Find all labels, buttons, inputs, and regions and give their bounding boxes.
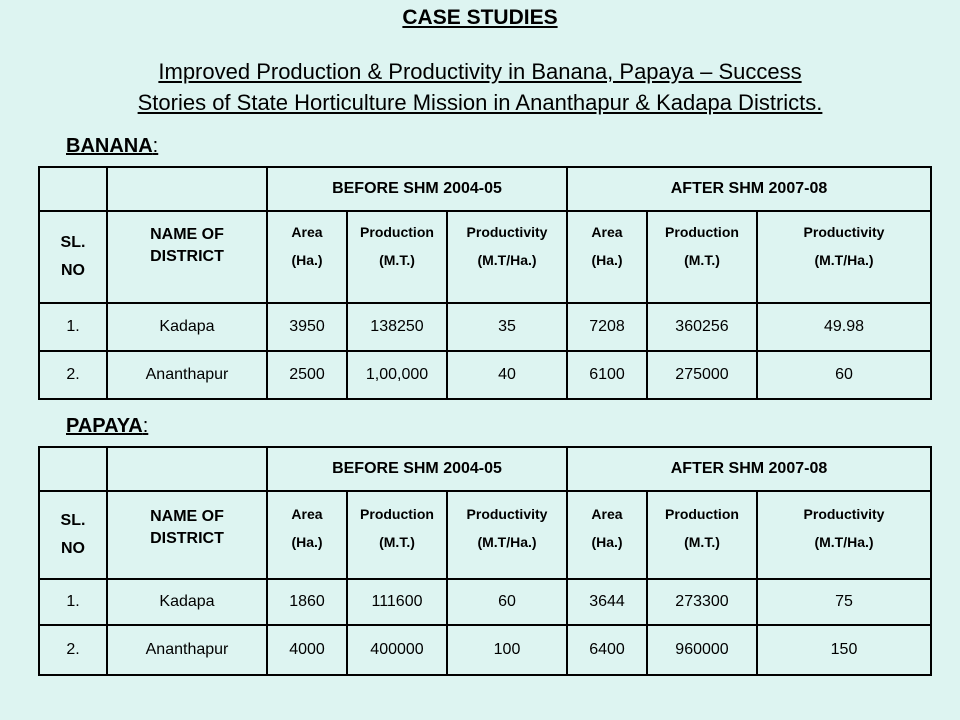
district-cell: Ananthapur xyxy=(107,625,267,675)
banana-production-after-header: Production (M.T.) xyxy=(647,211,757,303)
papaya-table xyxy=(38,446,932,676)
area-after-cell: 7208 xyxy=(567,303,647,351)
papaya-after-header: AFTER SHM 2007-08 xyxy=(567,447,931,491)
sl-cell: 2. xyxy=(39,625,107,675)
area-before-cell: 2500 xyxy=(267,351,347,399)
banana-area-before-header: Area (Ha.) xyxy=(267,211,347,303)
area-before-cell: 1860 xyxy=(267,579,347,625)
productivity-after-cell: 60 xyxy=(757,351,931,399)
area-after-cell: 6400 xyxy=(567,625,647,675)
banana-table xyxy=(38,166,932,400)
production-before-cell: 1,00,000 xyxy=(347,351,447,399)
productivity-before-cell: 35 xyxy=(447,303,567,351)
papaya-productivity-after-header: Productivity (M.T/Ha.) xyxy=(757,491,931,579)
papaya-label-text: PAPAYA xyxy=(66,415,143,437)
banana-blank-cell xyxy=(107,167,267,211)
productivity-before-cell: 60 xyxy=(447,579,567,625)
area-before-cell: 3950 xyxy=(267,303,347,351)
banana-district-header: NAME OF DISTRICT xyxy=(107,211,267,303)
sl-cell: 2. xyxy=(39,351,107,399)
subtitle-line-2: Stories of State Horticulture Mission in Ananthapur & Kadapa Districts. xyxy=(137,90,823,115)
table-row xyxy=(39,303,931,351)
papaya-sl-header: SL. NO xyxy=(39,491,107,579)
banana-section-label xyxy=(66,135,158,158)
productivity-after-cell: 49.98 xyxy=(757,303,931,351)
banana-productivity-after-header: Productivity (M.T/Ha.) xyxy=(757,211,931,303)
district-cell: Ananthapur xyxy=(107,351,267,399)
production-before-cell: 138250 xyxy=(347,303,447,351)
papaya-label-colon: : xyxy=(142,415,149,437)
papaya-section-label xyxy=(66,415,148,438)
productivity-before-cell: 40 xyxy=(447,351,567,399)
sl-cell: 1. xyxy=(39,303,107,351)
papaya-blank-cell xyxy=(39,447,107,491)
area-before-cell: 4000 xyxy=(267,625,347,675)
banana-productivity-before-header: Productivity (M.T/Ha.) xyxy=(447,211,567,303)
production-before-cell: 111600 xyxy=(347,579,447,625)
production-before-cell: 400000 xyxy=(347,625,447,675)
area-after-cell: 3644 xyxy=(567,579,647,625)
production-after-cell: 275000 xyxy=(647,351,757,399)
papaya-productivity-before-header: Productivity (M.T/Ha.) xyxy=(447,491,567,579)
page-title: CASE STUDIES xyxy=(402,6,558,29)
banana-group-header-row xyxy=(39,167,931,211)
banana-label-colon: : xyxy=(152,135,159,157)
subtitle-line-1: Improved Production & Productivity in Banana, Papaya – Success xyxy=(158,59,802,84)
table-row xyxy=(39,351,931,399)
banana-sl-header: SL. NO xyxy=(39,211,107,303)
papaya-group-header-row xyxy=(39,447,931,491)
papaya-blank-cell xyxy=(107,447,267,491)
sl-cell: 1. xyxy=(39,579,107,625)
banana-area-after-header: Area (Ha.) xyxy=(567,211,647,303)
papaya-production-before-header: Production (M.T.) xyxy=(347,491,447,579)
papaya-area-before-header: Area (Ha.) xyxy=(267,491,347,579)
area-after-cell: 6100 xyxy=(567,351,647,399)
page-subtitle xyxy=(40,56,920,118)
papaya-column-header-row xyxy=(39,491,931,579)
production-after-cell: 360256 xyxy=(647,303,757,351)
banana-label-text: BANANA xyxy=(66,135,153,157)
production-after-cell: 273300 xyxy=(647,579,757,625)
table-row xyxy=(39,625,931,675)
table-row xyxy=(39,579,931,625)
papaya-district-header: NAME OF DISTRICT xyxy=(107,491,267,579)
productivity-after-cell: 150 xyxy=(757,625,931,675)
district-cell: Kadapa xyxy=(107,579,267,625)
district-cell: Kadapa xyxy=(107,303,267,351)
productivity-before-cell: 100 xyxy=(447,625,567,675)
banana-blank-cell xyxy=(39,167,107,211)
papaya-before-header: BEFORE SHM 2004-05 xyxy=(267,447,567,491)
banana-after-header: AFTER SHM 2007-08 xyxy=(567,167,931,211)
productivity-after-cell: 75 xyxy=(757,579,931,625)
banana-before-header: BEFORE SHM 2004-05 xyxy=(267,167,567,211)
production-after-cell: 960000 xyxy=(647,625,757,675)
banana-column-header-row xyxy=(39,211,931,303)
papaya-area-after-header: Area (Ha.) xyxy=(567,491,647,579)
banana-production-before-header: Production (M.T.) xyxy=(347,211,447,303)
papaya-production-after-header: Production (M.T.) xyxy=(647,491,757,579)
